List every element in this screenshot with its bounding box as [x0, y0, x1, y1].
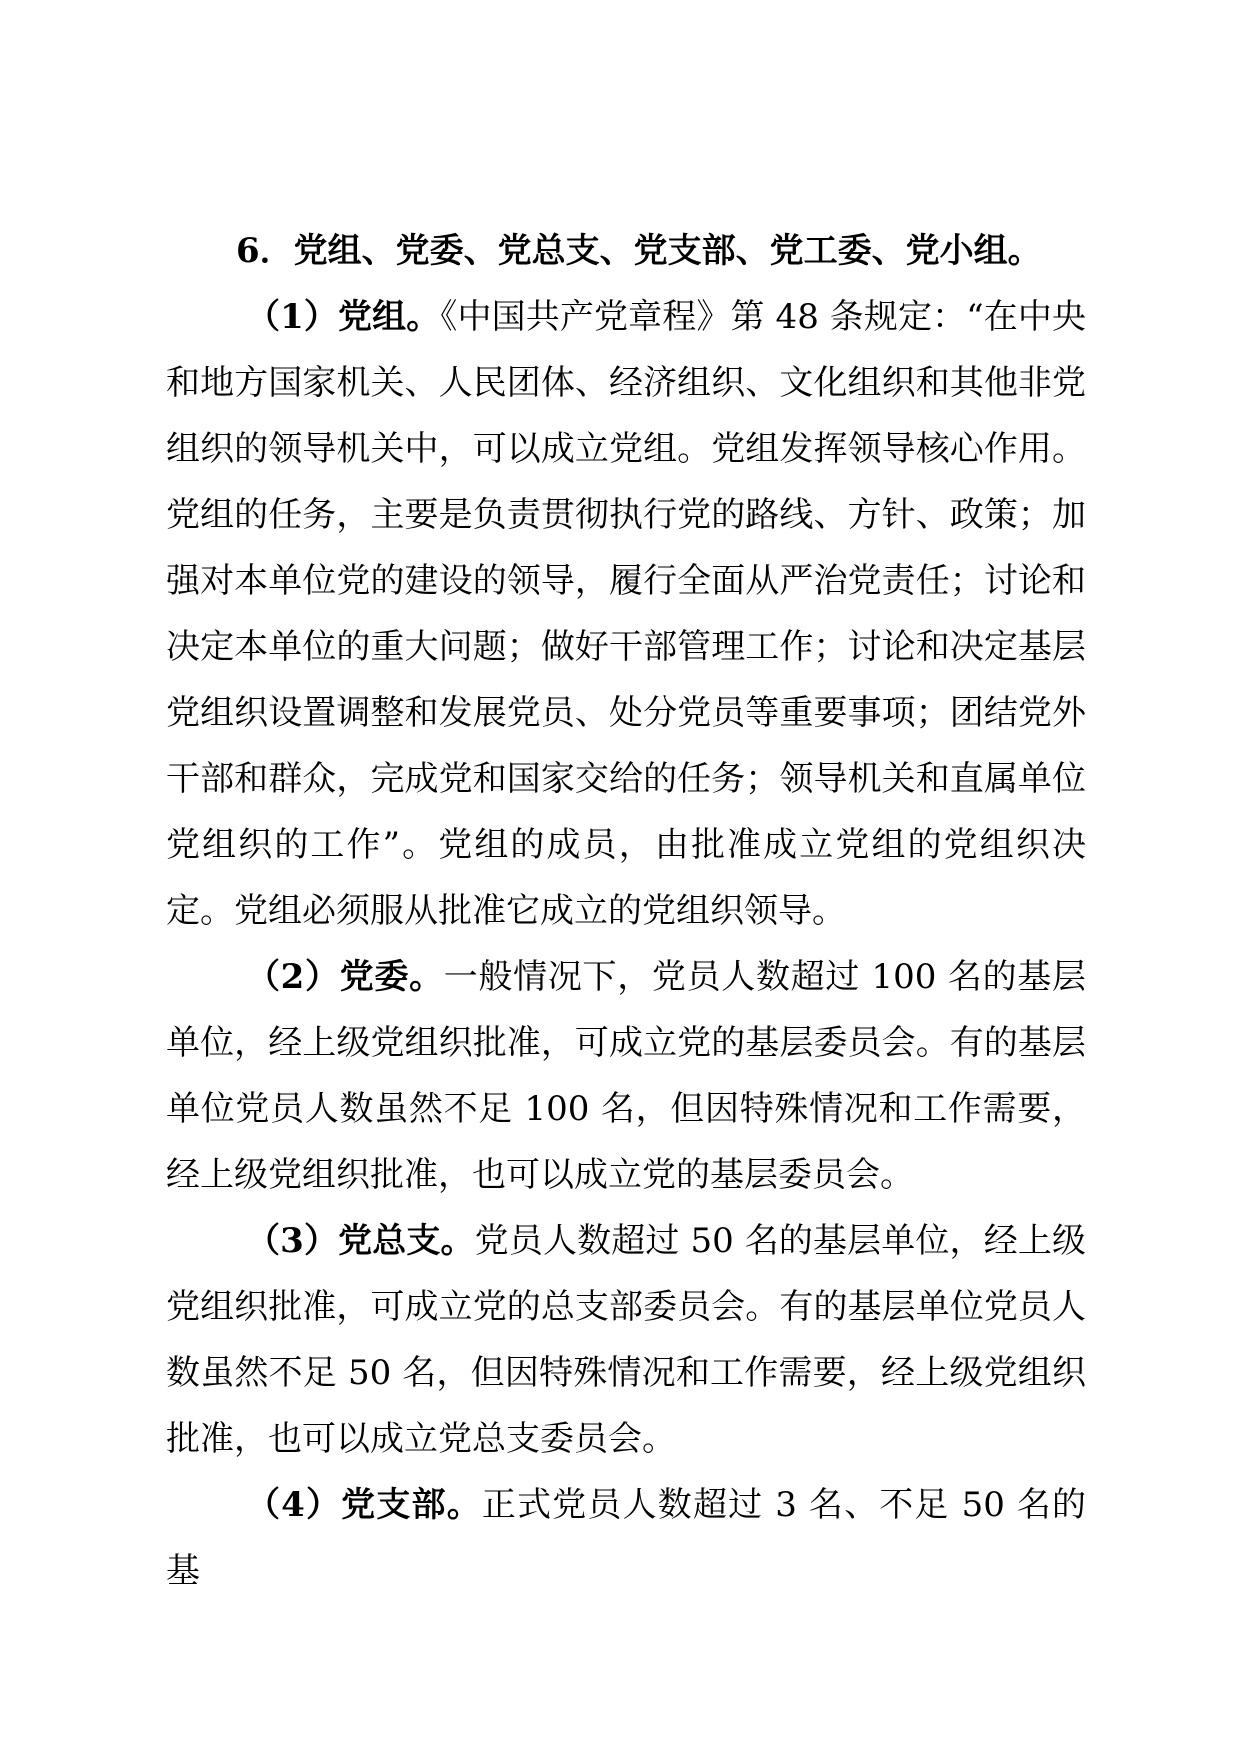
paragraph-lead-party-committee: （2）党委。 — [246, 957, 444, 997]
paragraph-party-branch — [166, 1472, 1086, 1604]
paragraph-lead-party-group: （1）党组。 — [246, 297, 441, 337]
paragraph-body-party-group: 《中国共产党章程》第 48 条规定：“在中央和地方国家机关、人民团体、经济组织、文化组织和其他非党组织的领导机关中，可以成立党组。党组发挥领导核心作用。党组的任务，主要是负责贯彻执行党的路线、方针、政策；加强对本单位党的建设的领导，履行全面从严治党责任；讨论和决定本单位的重大问题；做好干部管理工作；讨论和决定基层党组织设置调整和发展党员、处分党员等重要事项；团结党外干部和群众，完成党和国家交给的任务；领导机关和直属单位党组织的工作”。党组的成员，由批准成立党组的党组织决定。党组必须服从批准它成立的党组织领导。 — [166, 297, 1086, 931]
paragraph-body-general-branch: 党员人数超过 50 名的基层单位，经上级党组织批准，可成立党的总支部委员会。有的基层单位党员人数虽然不足 50 名，但因特殊情况和工作需要，经上级党组织批准，也可以成立党总支委员会。 — [166, 1221, 1086, 1459]
paragraph-party-committee — [166, 944, 1086, 1208]
paragraph-lead-general-branch: （3）党总支。 — [246, 1221, 475, 1261]
section-heading: 6．党组、党委、党总支、党支部、党工委、党小组。 — [236, 231, 1042, 271]
paragraph-general-branch — [166, 1208, 1086, 1472]
paragraph-lead-party-branch: （4）党支部。 — [246, 1485, 482, 1525]
paragraph-party-group — [166, 284, 1086, 944]
document-page — [166, 218, 1086, 1604]
paragraph-body-party-branch: 正式党员人数超过 3 名、不足 50 名的基 — [166, 1485, 1086, 1591]
paragraph-body-party-committee: 一般情况下，党员人数超过 100 名的基层单位，经上级党组织批准，可成立党的基层委员会。有的基层单位党员人数虽然不足 100 名，但因特殊情况和工作需要，经上级党组织批准，也可以成立党的基层委员会。 — [166, 957, 1086, 1195]
